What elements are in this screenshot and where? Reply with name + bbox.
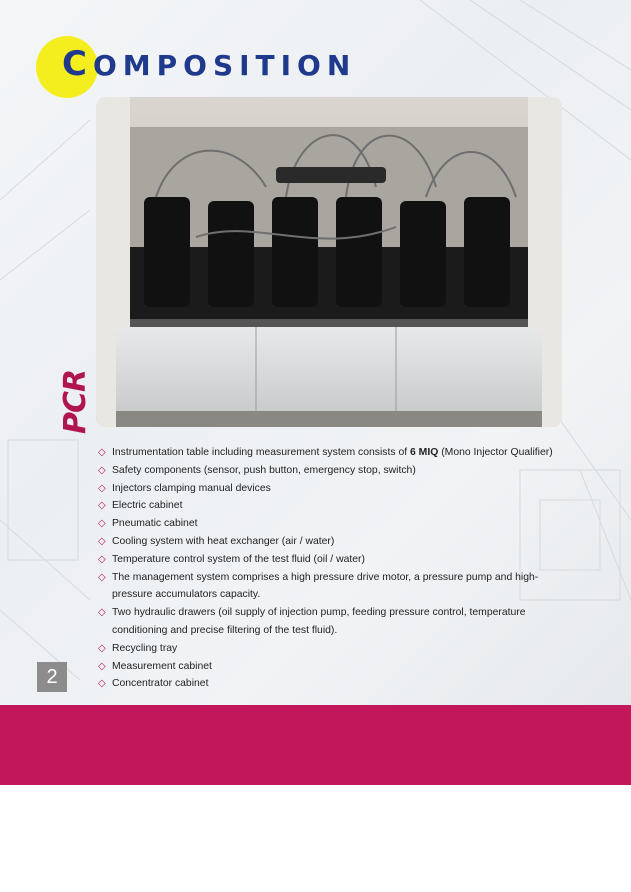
test-bench-illustration [96, 97, 562, 427]
page-number: 2 [37, 662, 67, 692]
footer-accent-band [0, 705, 631, 785]
list-item: ◇ Safety components (sensor, push button, emergency stop, switch) [98, 462, 568, 480]
list-item: ◇ Measurement cabinet [98, 658, 568, 676]
title-rest: OMPOSITION [92, 49, 357, 82]
diamond-bullet-icon: ◇ [98, 571, 106, 583]
title-first-letter: C [62, 44, 93, 84]
list-item: ◇ Instrumentation table including measurement system consists of 6 MIQ (Mono Injector Qualifier) [98, 444, 568, 462]
diamond-bullet-icon: ◇ [98, 518, 106, 530]
list-item: ◇ Two hydraulic drawers (oil supply of injection pump, feeding pressure control, temperature conditioning and precise filtering of the test fluid). [98, 604, 568, 640]
list-item: ◇ Concentrator cabinet [98, 675, 568, 693]
vertical-brand-logo [58, 369, 108, 436]
diamond-bullet-icon: ◇ [98, 642, 106, 654]
diamond-bullet-icon: ◇ [98, 660, 106, 672]
diamond-bullet-icon: ◇ [98, 607, 106, 619]
list-item: ◇ Recycling tray [98, 640, 568, 658]
page-title [36, 36, 416, 96]
list-item: ◇ Temperature control system of the test fluid (oil / water) [98, 551, 568, 569]
diamond-bullet-icon: ◇ [98, 464, 106, 476]
list-item: ◇ Cooling system with heat exchanger (air / water) [98, 533, 568, 551]
list-item: ◇ Injectors clamping manual devices [98, 480, 568, 498]
diamond-bullet-icon: ◇ [98, 535, 106, 547]
diamond-bullet-icon: ◇ [98, 447, 106, 458]
diamond-bullet-icon: ◇ [98, 500, 106, 512]
test-bench-photo [96, 97, 562, 427]
composition-list [98, 444, 568, 693]
diamond-bullet-icon: ◇ [98, 678, 106, 690]
list-item: ◇ The management system comprises a high pressure drive motor, a pressure pump and high- pressure accumulators capacity. [98, 569, 568, 605]
brand-text: PCR [58, 369, 93, 434]
diamond-bullet-icon: ◇ [98, 553, 106, 565]
list-item: ◇ Electric cabinet [98, 497, 568, 515]
list-item: ◇ Pneumatic cabinet [98, 515, 568, 533]
diamond-bullet-icon: ◇ [98, 482, 106, 494]
